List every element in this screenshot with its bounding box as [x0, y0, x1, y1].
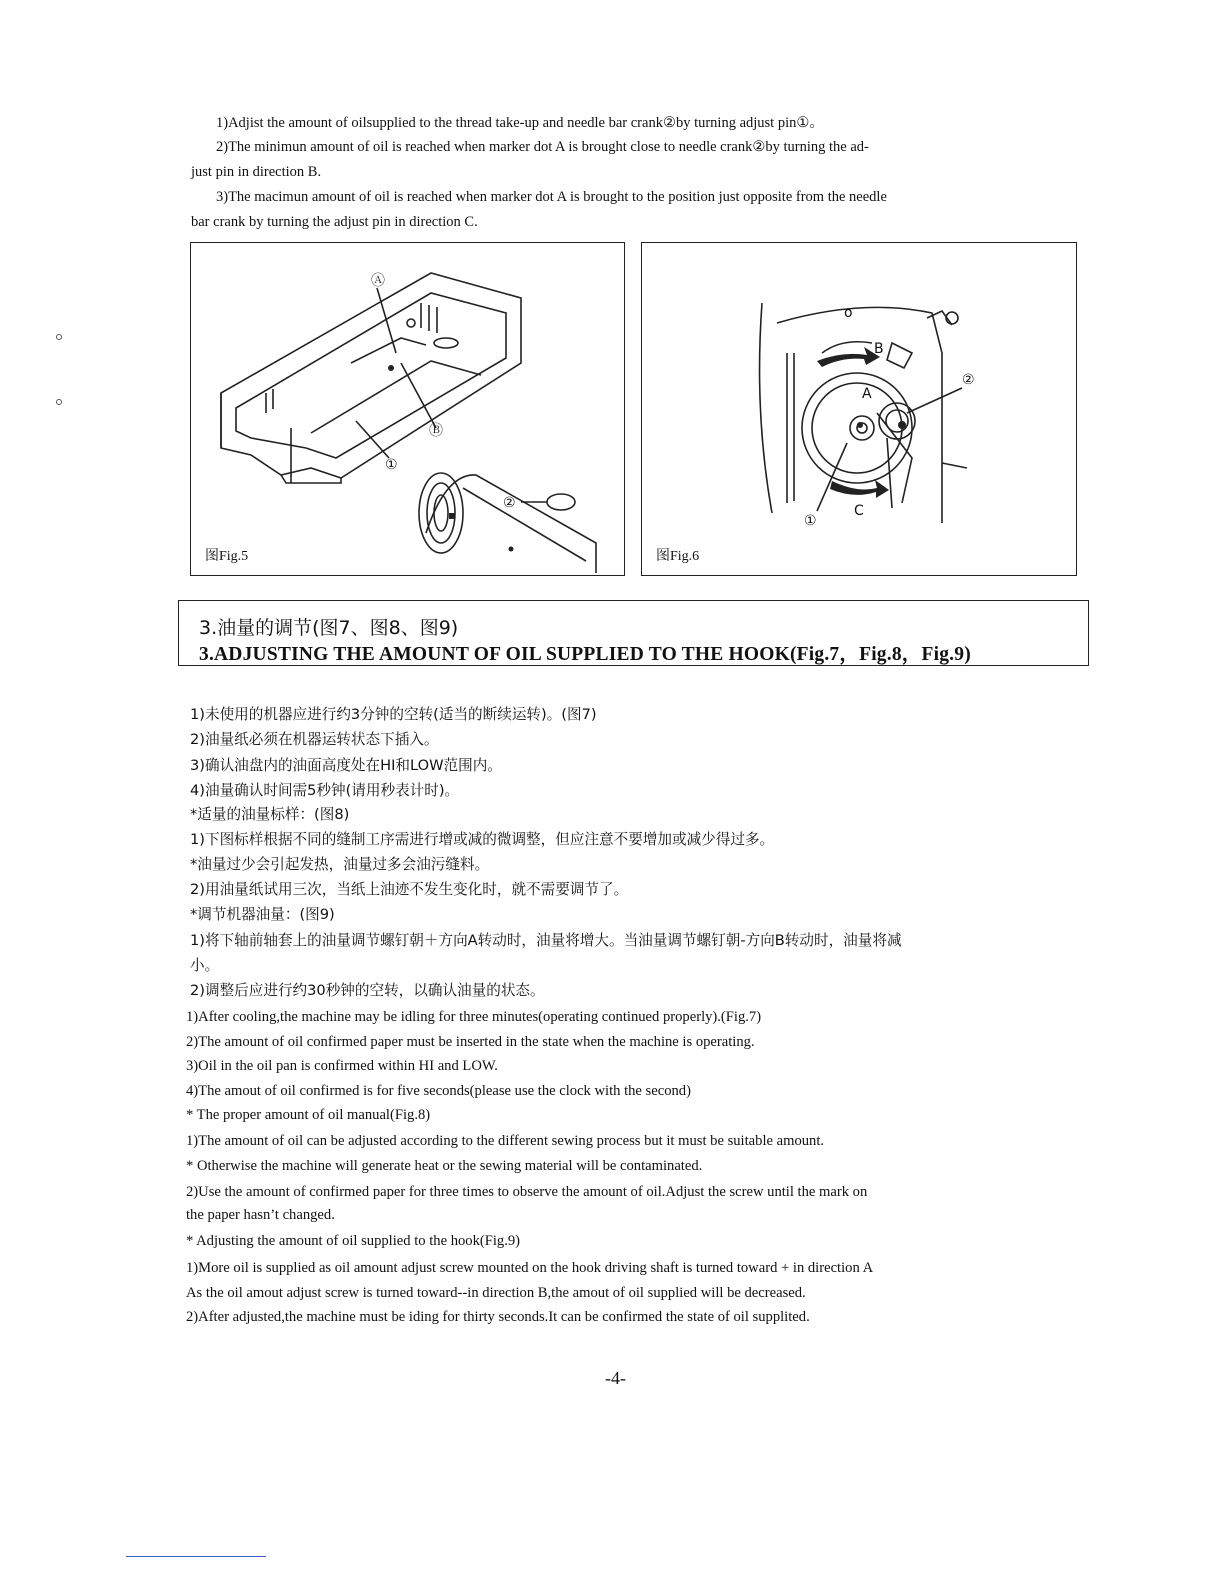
- fig6-label-b: B: [874, 341, 884, 357]
- figure-6: [641, 242, 1077, 576]
- cn-line: 1)下图标样根据不同的缝制工序需进行增或减的微调整，但应注意不要增加或减少得过多。: [190, 831, 775, 848]
- intro-line-3: just pin in direction B.: [191, 164, 322, 180]
- fig5-label-2: ②: [503, 495, 516, 511]
- fig6-label-2: ②: [962, 372, 975, 388]
- oil-pan-illustration: [191, 243, 623, 573]
- intro-line-5: bar crank by turning the adjust pin in direction C.: [191, 214, 478, 230]
- cn-line: 2)调整后应进行约30秒钟的空转，以确认油量的状态。: [190, 982, 545, 999]
- en-line: As the oil amout adjust screw is turned toward--in direction B,the amout of oil supplied will be decreased.: [186, 1285, 806, 1301]
- intro-line-4: 3)The macimun amount of oil is reached when marker dot A is brought to the position just opposite from the needle: [216, 189, 887, 205]
- cn-line: *调节机器油量：(图9): [190, 906, 335, 923]
- cn-line: 2)油量纸必须在机器运转状态下插入。: [190, 731, 439, 748]
- cn-line: 小。: [190, 957, 220, 974]
- intro-line-2: 2)The minimun amount of oil is reached when marker dot A is brought close to needle crank②by turning the ad-: [216, 139, 869, 155]
- en-line: 2)The amount of oil confirmed paper must be inserted in the state when the machine is operating.: [186, 1034, 755, 1050]
- en-line: * The proper amount of oil manual(Fig.8): [186, 1107, 431, 1123]
- fig5-caption: 图Fig.5: [205, 549, 249, 564]
- en-line: 1)The amount of oil can be adjusted according to the different sewing process but it must be suitable amount.: [186, 1133, 825, 1149]
- en-line: * Adjusting the amount of oil supplied to the hook(Fig.9): [186, 1233, 521, 1249]
- fig6-label-o: o: [844, 305, 853, 321]
- fig5-label-b: Ⓑ: [429, 423, 443, 439]
- en-line: * Otherwise the machine will generate heat or the sewing material will be contaminated.: [186, 1158, 703, 1174]
- section-heading-box: [178, 600, 1089, 666]
- section-title-cn: 3.油量的调节(图7、图8、图9): [199, 617, 459, 639]
- needle-crank-illustration: [642, 243, 1075, 573]
- footnote-rule: [126, 1556, 266, 1557]
- en-line: 2)Use the amount of confirmed paper for three times to observe the amount of oil.Adjust the screw until the mark on: [186, 1184, 868, 1200]
- cn-line: *适量的油量标样：(图8): [190, 806, 350, 823]
- section-title-en: 3.ADJUSTING THE AMOUNT OF OIL SUPPLIED TO THE HOOK(Fig.7，Fig.8，Fig.9): [199, 644, 971, 665]
- intro-line-1: 1)Adjist the amount of oilsupplied to the thread take-up and needle bar crank②by turning adjust pin①。: [216, 115, 824, 131]
- scan-speck: [56, 399, 62, 405]
- en-line: 2)After adjusted,the machine must be iding for thirty seconds.It can be confirmed the state of oil supplited.: [186, 1309, 810, 1325]
- figure-5: [190, 242, 625, 576]
- scan-speck: [56, 334, 62, 340]
- fig6-label-c: C: [854, 503, 864, 519]
- fig6-label-a: A: [862, 386, 872, 402]
- cn-line: 1)将下轴前轴套上的油量调节螺钉朝＋方向A转动时，油量将增大。当油量调节螺钉朝-方向B转动时，油量将减: [190, 932, 902, 949]
- cn-line: 4)油量确认时间需5秒钟(请用秒表计时)。: [190, 782, 460, 799]
- en-line: 4)The amout of oil confirmed is for five seconds(please use the clock with the second): [186, 1083, 691, 1099]
- fig6-caption: 图Fig.6: [656, 549, 700, 564]
- en-line: the paper hasn’t changed.: [186, 1207, 335, 1223]
- cn-line: *油量过少会引起发热，油量过多会油污缝料。: [190, 856, 490, 873]
- cn-line: 2)用油量纸试用三次，当纸上油迹不发生变化时，就不需要调节了。: [190, 881, 629, 898]
- cn-line: 3)确认油盘内的油面高度处在HI和LOW范围内。: [190, 757, 502, 774]
- page-number: -4-: [605, 1368, 626, 1388]
- fig6-label-1: ①: [804, 513, 817, 529]
- fig5-label-a: Ⓐ: [371, 273, 385, 289]
- en-line: 1)More oil is supplied as oil amount adjust screw mounted on the hook driving shaft is turned toward + in direction A: [186, 1260, 874, 1276]
- en-line: 3)Oil in the oil pan is confirmed within HI and LOW.: [186, 1058, 498, 1074]
- en-line: 1)After cooling,the machine may be idling for three minutes(operating continued properly).(Fig.7): [186, 1009, 762, 1025]
- fig5-label-1: ①: [385, 457, 398, 473]
- cn-line: 1)未使用的机器应进行约3分钟的空转(适当的断续运转)。(图7): [190, 706, 597, 723]
